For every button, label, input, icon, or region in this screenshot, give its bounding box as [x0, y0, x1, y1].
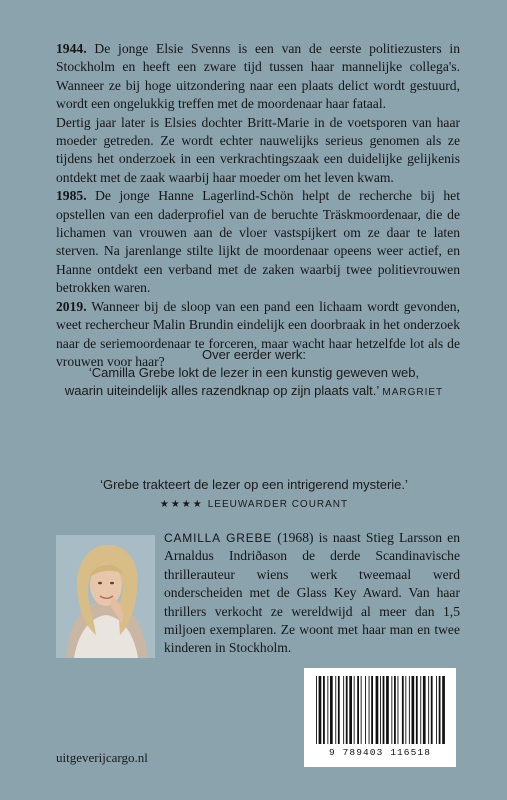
- year-1944: 1944.: [56, 41, 87, 56]
- isbn-number: 9 789403 116518: [328, 747, 431, 758]
- quote-line: [40, 382, 468, 402]
- review-quote-margriet: [40, 346, 468, 402]
- publisher-url[interactable]: uitgeverijcargo.nl: [56, 750, 148, 765]
- author-name: CAMILLA GREBE: [164, 531, 273, 545]
- year-1985: 1985.: [56, 188, 87, 204]
- blurb-text: Wanneer bij de sloop van een pand een lichaam wordt gevonden, weet rechercheur Malin Brundin eindelijk een doorbraak in het onderzoek naar de seriemoordenaar te forceren, maar wacht haar hetzelfde lot als de vrouwen voor haar?: [56, 298, 460, 369]
- isbn-barcode: [304, 668, 456, 767]
- review-quote-leeuwarder: [40, 476, 468, 514]
- rating-stars: ★★★★: [159, 499, 204, 510]
- barcode-bars: [312, 676, 448, 746]
- quote-source-line: [40, 494, 468, 514]
- quote-source: LEEUWARDER COURANT: [207, 499, 349, 510]
- quote-source: MARGRIET: [382, 387, 444, 398]
- quote-heading: Over eerder werk:: [201, 347, 307, 362]
- author-photo: [56, 535, 155, 658]
- blurb-text: De jonge Hanne Lagerlind-Schön helpt de recherche bij het opstellen van een daderprofiel van de beruchte Träskmoordenaar, die de lichamen van vrouwen aan de vloer vastspijkert om ze daar te laten sterven. Na jarenlange stilte lijkt de moordenaar opeens weer actief, en Hanne ontdekt een verband met de zaken waarbij twee politievrouwen betrokken waren.: [56, 188, 460, 296]
- blurb-paragraph-1944: [56, 40, 460, 114]
- blurb-text: De jonge Elsie Svenns is een van de eerste politiezusters in Stockholm en heeft een zware tijd tussen haar mannelijke collega's. Wanneer ze bij hoge uitzondering naar een plaats delict wordt gestuurd, wordt een ongelukkig treffen met de moordenaar haar fataal.: [56, 41, 460, 112]
- quote-text: waarin uiteindelijk alles razendknap op zijn plaats valt.’: [64, 383, 379, 398]
- back-cover-blurb: [56, 40, 460, 371]
- author-bio-text: (1968) is naast Stieg Larsson en Arnaldus Indriðason de derde Scandinavische thrillerauteur wiens werk tweemaal werd onderscheiden met de Glass Key Award. Van haar thrillers verkocht ze wereldwijd al meer dan 1,5 miljoen exemplaren. Ze woont met haar man en twee kinderen in Stockholm.: [164, 530, 460, 656]
- quote-line: ‘Grebe trakteert de lezer op een intrigerend mysterie.’: [100, 477, 408, 492]
- blurb-paragraph-1985: [56, 187, 460, 297]
- year-2019: 2019.: [56, 298, 87, 314]
- blurb-text: Dertig jaar later is Elsies dochter Britt-Marie in de voetsporen van haar moeder getreden. Ze wordt echter nauwelijks serieus genomen als ze tijdens het onderzoek in een verkrachtingszaak een duidelijke gelijkenis ontdekt met de zaak waarbij haar moeder om het leven kwam.: [56, 114, 460, 185]
- blurb-paragraph-dertig: [56, 114, 460, 188]
- author-portrait-image: [56, 535, 155, 658]
- quote-line: ‘Camilla Grebe lokt de lezer in een kunstig geweven web,: [88, 365, 420, 380]
- author-bio: [164, 529, 460, 658]
